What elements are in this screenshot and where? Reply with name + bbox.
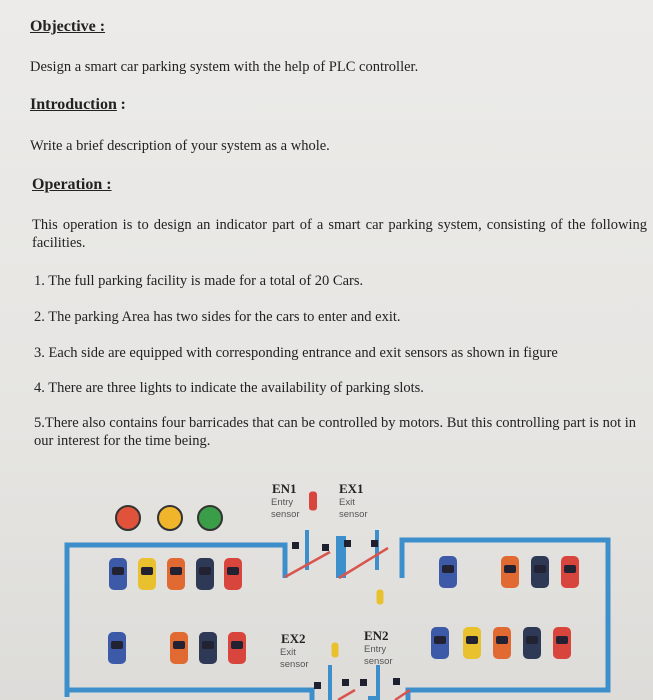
car-windshield <box>141 567 153 575</box>
car <box>531 556 549 588</box>
wall <box>67 690 312 700</box>
car <box>561 556 579 588</box>
introduction-text: Write a brief description of your system as a whole. <box>30 138 330 154</box>
car <box>523 627 541 659</box>
sensor <box>371 540 378 547</box>
list-item: 4. There are three lights to indicate the availability of parking slots. <box>34 380 424 396</box>
en2-sub1: Entry <box>364 644 387 655</box>
list-item: 5.There also contains four barricades that can be controlled by motors. But this controlling part is not in our interest for the time being. <box>34 415 637 449</box>
car-windshield <box>111 641 123 649</box>
car-windshield <box>112 567 124 575</box>
en1-sub1: Entry <box>271 497 294 508</box>
ex1-sub1: Exit <box>339 497 355 508</box>
car <box>170 632 188 664</box>
car <box>224 558 242 590</box>
operation-text: This operation is to design an indicator part of a smart car parking system, consisting of the following facilities. <box>32 217 647 251</box>
car <box>138 558 156 590</box>
car-windshield <box>526 636 538 644</box>
car <box>199 632 217 664</box>
car-windshield <box>556 636 568 644</box>
car-windshield <box>564 565 576 573</box>
gate-post <box>368 696 376 700</box>
indicator-lights <box>116 506 222 530</box>
car-windshield <box>202 641 214 649</box>
ex2-label: EX2 <box>281 631 306 646</box>
operation-heading: Operation : <box>32 176 112 193</box>
car <box>463 627 481 659</box>
indicator-light <box>198 506 222 530</box>
car <box>501 556 519 588</box>
list-item: 2. The parking Area has two sides for the cars to enter and exit. <box>34 309 401 325</box>
barrier-arm <box>339 548 388 578</box>
introduction-heading: Introduction <box>30 96 117 113</box>
sensor <box>322 544 329 551</box>
car-windshield <box>496 636 508 644</box>
car <box>167 558 185 590</box>
car <box>377 590 384 605</box>
sensor <box>342 679 349 686</box>
car <box>332 643 339 658</box>
car <box>493 627 511 659</box>
car <box>108 632 126 664</box>
sensor <box>344 540 351 547</box>
car-windshield <box>227 567 239 575</box>
objective-heading: Objective : <box>30 18 106 35</box>
indicator-light <box>116 506 140 530</box>
barrier-arm <box>338 690 355 700</box>
car-windshield <box>534 565 546 573</box>
car-windshield <box>442 565 454 573</box>
sensor <box>393 678 400 685</box>
ex2-sub2: sensor <box>280 659 309 670</box>
parking-walls <box>67 530 608 700</box>
car <box>196 558 214 590</box>
list-item: 1. The full parking facility is made for a total of 20 Cars. <box>34 273 364 289</box>
en2-sub2: sensor <box>364 656 393 667</box>
sensor <box>360 679 367 686</box>
car-windshield <box>199 567 211 575</box>
car-windshield <box>173 641 185 649</box>
en1-sub2: sensor <box>271 509 300 520</box>
ex2-sub1: Exit <box>280 647 296 658</box>
car-body <box>377 590 384 605</box>
car <box>109 558 127 590</box>
sensor <box>314 682 321 689</box>
introduction-colon: : <box>120 96 126 113</box>
car <box>439 556 457 588</box>
list-item: 3. Each side are equipped with corresponding entrance and exit sensors as shown in figure <box>34 345 558 361</box>
car-body <box>332 643 339 658</box>
car <box>309 492 317 511</box>
indicator-light <box>158 506 182 530</box>
ex1-label: EX1 <box>339 481 364 496</box>
en2-label: EN2 <box>364 628 389 643</box>
ex1-sub2: sensor <box>339 509 368 520</box>
car-windshield <box>434 636 446 644</box>
car-windshield <box>170 567 182 575</box>
car <box>553 627 571 659</box>
sensor <box>292 542 299 549</box>
car-windshield <box>466 636 478 644</box>
en1-label: EN1 <box>272 481 297 496</box>
objective-text: Design a smart car parking system with the help of PLC controller. <box>30 59 419 75</box>
car <box>431 627 449 659</box>
car-windshield <box>504 565 516 573</box>
car-windshield <box>231 641 243 649</box>
car <box>228 632 246 664</box>
car-body <box>309 492 317 511</box>
